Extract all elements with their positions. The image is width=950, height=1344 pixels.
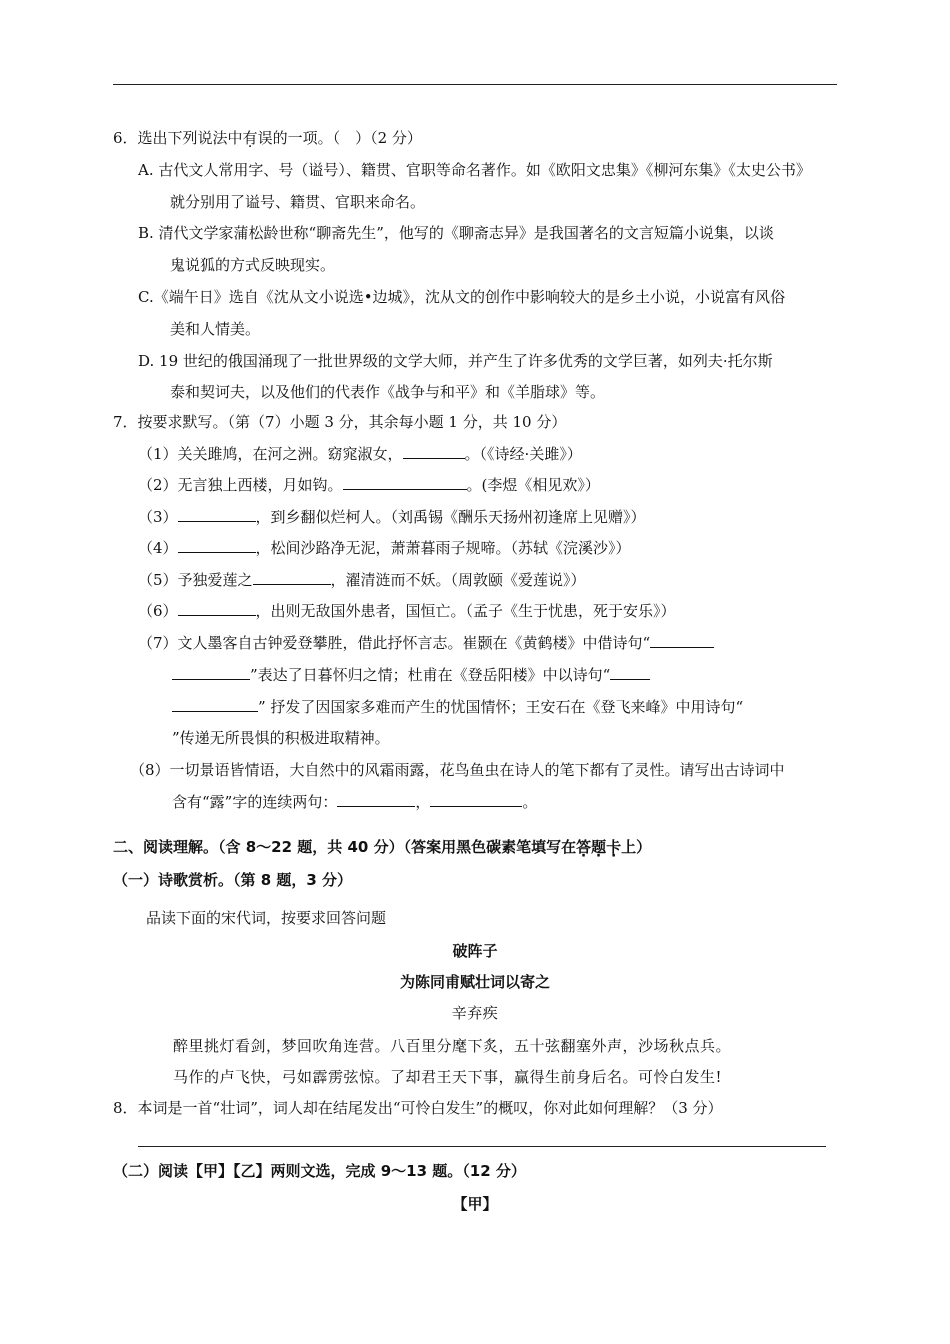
answer-blank[interactable] bbox=[650, 632, 714, 648]
emphasis-char: 题 bbox=[591, 838, 607, 856]
q7-item-5 bbox=[138, 569, 586, 591]
q7-item-5-source: ，濯清涟而不妖。（周敦颐《爱莲说》） bbox=[330, 571, 586, 589]
answer-blank[interactable] bbox=[343, 474, 467, 490]
q7-item-7-text: （7）文人墨客自古钟爱登攀胜，借此抒怀言志。崔颢在《黄鹤楼》中借诗句“ bbox=[138, 634, 651, 652]
q7-item-8: （8）一切景语皆情语，大自然中的风霜雨露，花鸟鱼虫在诗人的笔下都有了灵性。请写出古诗词中 bbox=[130, 761, 785, 779]
header-rule bbox=[113, 84, 837, 85]
q6-stem-char: 误 bbox=[257, 129, 273, 147]
q7-item-3-text: ，到乡翻似烂柯人。（刘禹锡《酬乐天扬州初逢席上见赠》） bbox=[255, 508, 646, 526]
q7-item-4 bbox=[138, 537, 631, 559]
q8-stem: 8．本词是一首“壮词”，词人却在结尾发出“可怜白发生”的概叹，你对此如何理解？（3 分） bbox=[113, 1099, 723, 1117]
q7-item-6-text: ，出则无敌国外患者，国恒亡。（孟子《生于忧患，死于安乐》） bbox=[255, 602, 676, 620]
poem-author: 辛弃疾 bbox=[451, 1004, 499, 1022]
answer-blank[interactable] bbox=[178, 600, 256, 616]
q6-option-d-cont: 泰和契诃夫，以及他们的代表作《战争与和平》和《羊脂球》等。 bbox=[170, 383, 606, 401]
q7-item-1 bbox=[138, 443, 582, 465]
q6-stem-tail: 的一项。（ ）（2 分） bbox=[272, 129, 422, 147]
q7-item-1-source: 。（《诗经·关雎》） bbox=[464, 445, 582, 463]
q7-item-7-line2 bbox=[172, 664, 650, 686]
q6-option-a-cont: 就分别用了谥号、籍贯、官职来命名。 bbox=[170, 193, 426, 211]
answer-blank[interactable] bbox=[430, 791, 522, 807]
q7-stem: 7．按要求默写。（第（7）小题 3 分，其余每小题 1 分，共 10 分） bbox=[113, 413, 567, 431]
answer-blank[interactable] bbox=[178, 506, 256, 522]
poem-line-1: 醉里挑灯看剑，梦回吹角连营。八百里分麾下炙，五十弦翻塞外声，沙场秋点兵。 bbox=[173, 1037, 732, 1055]
q7-item-8-comma: ， bbox=[415, 793, 431, 811]
q6-option-d: D. 19 世纪的俄国涌现了一批世界级的文学大师，并产生了许多优秀的文学巨著，如列夫·托尔斯 bbox=[138, 352, 773, 370]
q7-item-8-period: 。 bbox=[522, 793, 538, 811]
q7-item-6-num: （6） bbox=[138, 602, 178, 620]
poem-intro: 品读下面的宋代词，按要求回答问题 bbox=[146, 909, 387, 927]
emphasis-char: 答 bbox=[576, 838, 592, 856]
q7-item-5-text: （5）予独爱莲之 bbox=[138, 571, 253, 589]
poem-subtitle: 为陈同甫赋壮词以寄之 bbox=[399, 973, 550, 991]
q7-item-2-source: 。(李煜《相见欢》） bbox=[466, 476, 600, 494]
answer-blank[interactable] bbox=[172, 696, 258, 712]
q7-item-8-text: 含有“露”字的连续两句： bbox=[172, 793, 338, 811]
subsection-2-title: （二）阅读【甲】【乙】两则文选，完成 9～13 题。（12 分） bbox=[113, 1162, 526, 1180]
q7-item-8-line2 bbox=[172, 791, 537, 813]
answer-blank[interactable] bbox=[337, 791, 415, 807]
q7-item-1-text: （1）关关雎鸠，在河之洲。窈窕淑女， bbox=[138, 445, 403, 463]
passage-jia-label: 【甲】 bbox=[452, 1195, 498, 1213]
section-2-title-tail: 上） bbox=[621, 838, 652, 856]
q7-item-6 bbox=[138, 600, 676, 622]
q6-option-c: C.《端午日》选自《沈从文小说选•边城》，沈从文的创作中影响较大的是乡土小说，小说富有风俗 bbox=[138, 288, 786, 306]
answer-line[interactable] bbox=[138, 1146, 826, 1147]
q7-item-7-text2: ”表达了日暮怀归之情；杜甫在《登岳阳楼》中以诗句“ bbox=[250, 666, 611, 684]
emphasis-char: 卡 bbox=[606, 838, 622, 856]
q7-item-7-line4: ”传递无所畏惧的积极进取精神。 bbox=[172, 729, 390, 747]
q7-item-7-text3: ” 抒发了因国家多难而产生的忧国情怀；王安石在《登飞来峰》中用诗句“ bbox=[258, 698, 744, 716]
answer-blank[interactable] bbox=[178, 537, 256, 553]
q7-item-4-num: （4） bbox=[138, 539, 178, 557]
emphasis-char: 有 bbox=[242, 129, 258, 147]
q7-item-2 bbox=[138, 474, 600, 496]
poem-title: 破阵子 bbox=[452, 942, 498, 960]
q6-option-c-cont: 美和人情美。 bbox=[170, 320, 261, 338]
q7-item-7 bbox=[138, 632, 714, 654]
section-2-title bbox=[113, 836, 651, 858]
answer-blank[interactable] bbox=[610, 664, 650, 680]
section-2-title-text: 二、阅读理解。（含 8～22 题，共 40 分）（答案用黑色碳素笔填写在 bbox=[113, 838, 577, 856]
q6-option-b: B. 清代文学家蒲松龄世称“聊斋先生”，他写的《聊斋志异》是我国著名的文言短篇小说集，以谈 bbox=[138, 224, 774, 242]
q7-item-3 bbox=[138, 506, 646, 528]
answer-blank[interactable] bbox=[403, 443, 465, 459]
q6-option-b-cont: 鬼说狐的方式反映现实。 bbox=[170, 256, 336, 274]
subsection-1-title: （一）诗歌赏析。（第 8 题，3 分） bbox=[113, 871, 353, 889]
q6-option-a: A. 古代文人常用字、号（谥号）、籍贯、官职等命名著作。如《欧阳文忠集》《柳河东集》《太史公书》 bbox=[138, 161, 811, 179]
q6-stem bbox=[113, 127, 422, 149]
answer-blank[interactable] bbox=[172, 664, 250, 680]
q7-item-7-line3 bbox=[172, 696, 743, 718]
q7-item-2-text: （2）无言独上西楼，月如钩。 bbox=[138, 476, 343, 494]
answer-blank[interactable] bbox=[253, 569, 331, 585]
q7-item-3-num: （3） bbox=[138, 508, 178, 526]
poem-line-2: 马作的卢飞快，弓如霹雳弦惊。了却君王天下事，赢得生前身后名。可怜白发生! bbox=[173, 1068, 723, 1086]
q6-stem-text: 6．选出下列说法中 bbox=[113, 129, 243, 147]
q7-item-4-text: ，松间沙路净无泥，萧萧暮雨子规啼。（苏轼《浣溪沙》） bbox=[255, 539, 631, 557]
